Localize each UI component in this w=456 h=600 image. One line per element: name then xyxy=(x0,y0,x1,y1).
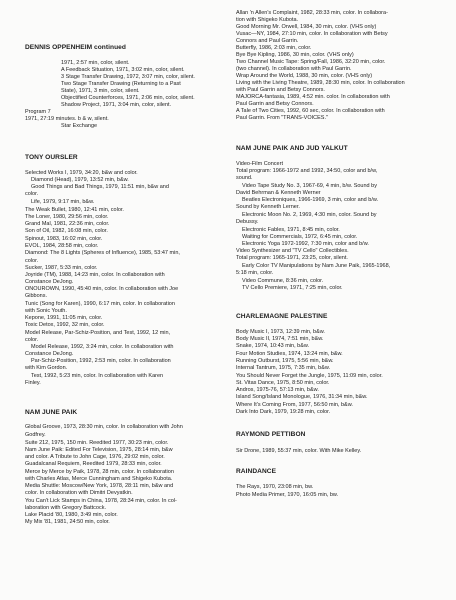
text-line: with Kim Gordon. xyxy=(25,365,68,371)
text-line: Vusac—NY, 1984, 27:10 min, color. In collaboration with Betsy xyxy=(236,31,388,37)
text-line: Dark Into Dark, 1979, 19:28 min, color. xyxy=(236,409,331,415)
text-line: Test, 1992, 5:23 min, color. In collaboration with Karen xyxy=(31,373,164,379)
text-line: St. Vitas Dance, 1975, 8:50 min, color. xyxy=(236,380,330,386)
text-line: Internal Tantrum, 1975, 7:35 min, b&w. xyxy=(236,365,331,371)
text-line: Body Music II, 1974, 7:51 min, b&w. xyxy=(236,336,324,342)
text-line: with Charles Atlas, Merce Cunningham and Shigeko Kubota. xyxy=(25,476,173,482)
text-line: Video Tape Study No. 3, 1967-69, 4 min, b/w. Sound by xyxy=(242,183,377,189)
text-line: Beatles Electroniques, 1966-1969, 3 min, color and b/w. xyxy=(242,197,379,203)
text-line: My Mix '81, 1981, 24:50 min, color. xyxy=(25,519,110,525)
text-line: Body Music I, 1973, 12:39 min, b&w. xyxy=(236,329,325,335)
text-line: Model Release, 1992, 3:24 min, color. In collaboration with xyxy=(31,344,174,350)
text-line: Constance DeJong. xyxy=(25,351,74,357)
text-line: Paul Garrin. From "TRANS-VOICES." xyxy=(236,115,328,121)
text-line: Butterfly, 1986, 2:03 min, color. xyxy=(236,45,312,51)
text-line: tion with Shigeko Kubota. xyxy=(236,17,299,23)
text-line: Gibbons. xyxy=(25,293,48,299)
text-line: Video-Film Concert xyxy=(236,161,283,167)
text-line: Video Synthesizer and "TV Cello" Collectibles. xyxy=(236,248,349,254)
section-heading-raindance: RAINDANCE xyxy=(236,468,277,475)
text-line: laboration with Gregory Battcock. xyxy=(25,505,107,511)
text-line: Living with the Living Theatre, 1989, 28:30 min, color. In collaboration xyxy=(236,80,405,86)
text-line: The Weak Bullet, 1980, 12:41 min, color. xyxy=(25,207,124,213)
text-line: Good Things and Bad Things, 1979, 11:51 min, b&w and xyxy=(31,184,169,190)
text-line: Selected Works I, 1979, 34:20, b&w and color. xyxy=(25,170,138,176)
section-heading-charlemagne-palestine: CHARLEMAGNE PALESTINE xyxy=(236,313,328,320)
text-line: 1971, 2:57 min, color, silent. xyxy=(61,60,130,66)
text-line: Total program: 1965-1971, 23:25, color, silent. xyxy=(236,255,348,261)
text-line: Bye Bye Kipling, 1986, 30 min, color. (VHS only) xyxy=(236,52,354,58)
text-line: Global Groove, 1973, 28:30 min, color. In collaboration with John xyxy=(25,424,183,430)
text-line: David Behrman & Kenneth Werner xyxy=(236,190,321,196)
text-line: Video Commune, 8:36 min, color. xyxy=(242,278,324,284)
text-line: Objectified Counterforces, 1971, 2:06 min, color, silent. xyxy=(61,95,195,101)
section-heading-paik-and-yalkut: NAM JUNE PAIK AND JUD YALKUT xyxy=(236,145,348,152)
text-line: Snake, 1974, 10:43 min, b&w. xyxy=(236,343,310,349)
text-line: Par-Schiz-Position, 1992, 2:53 min, color. In collaboration xyxy=(31,358,171,364)
text-line: color. xyxy=(25,191,39,197)
text-line: Suite 212, 1975, 150 min. Reedited 1977, 30:23 min, color. xyxy=(25,440,169,446)
text-line: with Sonic Youth. xyxy=(25,308,67,314)
text-line: Lake Placid '80, 1980, 3:49 min, color. xyxy=(25,512,118,518)
text-line: Program 7 xyxy=(25,109,51,115)
text-line: Spinout, 1983, 16:02 min, color. xyxy=(25,236,103,242)
text-line: Star Exchange xyxy=(61,123,98,129)
text-line: color. xyxy=(25,258,39,264)
text-line: color. In collaboration with Dimitri Devyatkin. xyxy=(25,490,133,496)
text-line: MAJORCA-fantasia, 1989, 4:52 min. color. In collaboration with xyxy=(236,94,390,100)
text-line: Electronic Yoga 1972-1992, 7:30 min, color and b/w. xyxy=(242,241,369,247)
text-line: Diamond: The 8 Lights (Spheres of Influence), 1985, 53:47 min, xyxy=(25,250,180,256)
text-line: Wrap Around the World, 1988, 30 min, color. (VHS only) xyxy=(236,73,373,79)
text-line: Diamond (Head), 1979, 13:52 min, b&w. xyxy=(31,177,129,183)
text-line: Tunic (Song for Karen), 1990, 6:17 min, color. In collaboration xyxy=(25,301,175,307)
text-line: Life, 1979, 9:17 min, b&w. xyxy=(31,199,95,205)
text-line: Where It's Coming From, 1977, 56:50 min, b&w. xyxy=(236,402,353,408)
text-line: Paul Garrin and Betsy Connors. xyxy=(236,101,314,107)
text-line: Sound by Kenneth Lerner. xyxy=(236,204,300,210)
text-line: Kepone, 1991, 11:05 min, color. xyxy=(25,315,103,321)
text-line: Grand Mal, 1981, 22:36 min, color. xyxy=(25,221,110,227)
text-line: EVOL, 1984, 28:58 min, color. xyxy=(25,243,99,249)
text-line: The Loner, 1980, 29:56 min, color. xyxy=(25,214,109,220)
text-line: ONOUROWN, 1990, 45:40 min, color. In collaboration with Joe xyxy=(25,286,179,292)
text-line: Total program: 1966-1972 and 1992, 34:50, color and b/w, xyxy=(236,168,378,174)
text-line: A Tale of Two Cities, 1992, 60 sec, color. In collaboration with xyxy=(236,108,385,114)
text-line: Nam June Paik: Edited For Television, 1975, 28:14 min, b&w xyxy=(25,447,173,453)
text-line: 5:18 min, color. xyxy=(236,270,274,276)
text-line: with Paul Garrin and Betsy Connors. xyxy=(236,87,325,93)
text-line: 1971, 27:19 minutes. b & w, silent. xyxy=(25,116,109,122)
text-line: Sucker, 1987, 5:33 min, color. xyxy=(25,265,98,271)
text-line: Electronic Moon No. 2, 1969, 4:30 min, color. Sound by xyxy=(242,212,377,218)
text-line: Shadow Project, 1971, 3:04 min, color, silent. xyxy=(61,102,172,108)
text-line: Running Outburst, 1975, 5:56 min, b&w. xyxy=(236,358,334,364)
text-line: State), 1971, 3 min, color, silent. xyxy=(61,88,140,94)
text-line: Waiting for Commercials, 1972, 6:45 min, color. xyxy=(242,234,358,240)
text-line: Media Shuttle: Moscow/New York, 1978, 28:11 min, b&w and xyxy=(25,483,174,489)
text-line: Joyride (TM), 1988, 14:23 min, color. In collaboration with xyxy=(25,272,165,278)
text-line: Good Morning Mr. Orwell, 1984, 30 min, color. (VHS only) xyxy=(236,24,377,30)
text-line: sound. xyxy=(236,175,253,181)
text-line: TV Cello Premiere, 1971, 7:25 min, color. xyxy=(242,285,343,291)
text-line: color. xyxy=(25,337,39,343)
text-line: You Should Never Forget the Jungle, 1975, 11:09 min, color. xyxy=(236,373,383,379)
text-line: Island Song/Island Monologue, 1976, 31:34 min, b&w. xyxy=(236,394,368,400)
text-line: Godfrey. xyxy=(25,432,46,438)
text-line: The Rays, 1970, 23:08 min, bw. xyxy=(236,484,314,490)
text-line: Guadalcanal Requiem, Reedited 1979, 28:33 min, color. xyxy=(25,461,162,467)
section-heading-dennis-oppenheim: DENNIS OPPENHEIM continued xyxy=(25,44,126,51)
text-line: (two channel). In collaboration with Paul Garrin. xyxy=(236,66,352,72)
text-line: Electronic Fables, 1971, 8:45 min, color. xyxy=(242,227,340,233)
section-heading-tony-oursler: TONY OURSLER xyxy=(25,154,78,161)
text-line: A Feedback Situation, 1971, 3:02 min, color, silent. xyxy=(61,67,185,73)
text-line: Photo Media Primer, 1970, 16:05 min, bw. xyxy=(236,492,339,498)
text-line: Two Channel Music Tape: Spring/Fall, 1986, 32:20 min, color. xyxy=(236,59,386,65)
text-line: Sir Drone, 1989, 55:37 min, color. With Mike Kelley. xyxy=(236,448,362,454)
text-line: Toxic Detox, 1992, 32 min, color. xyxy=(25,322,105,328)
text-line: Finley. xyxy=(25,380,41,386)
text-line: Connors and Paul Garrin. xyxy=(236,38,299,44)
text-line: Debussy. xyxy=(236,219,259,225)
text-line: Merce by Merce by Paik, 1978, 28 min, color. In collaboration xyxy=(25,469,174,475)
text-line: and color. A Tribute to John Cage, 1976, 29:02 min, color. xyxy=(25,454,165,460)
text-line: Constance DeJong. xyxy=(25,279,74,285)
text-line: Four Motion Studies, 1974, 13:24 min, b&w. xyxy=(236,351,343,357)
text-line: 3 Stage Transfer Drawing, 1972, 3:07 min, color, silent. xyxy=(61,74,195,80)
text-line: Andros, 1975-76, 57:13 min, b&w. xyxy=(236,387,319,393)
text-line: Two Stage Transfer Drawing (Returning to a Past xyxy=(61,81,181,87)
section-heading-nam-june-paik: NAM JUNE PAIK xyxy=(25,409,78,416)
text-line: You Can't Lick Stamps in China, 1978, 28:34 min, color. In col- xyxy=(25,498,177,504)
text-line: Allan 'n Allen's Complaint, 1982, 28:33 min, color. In collabora- xyxy=(236,10,388,16)
text-line: Early Color TV Manipulations by Nam June Paik, 1965-1968, xyxy=(242,263,391,269)
section-heading-raymond-pettibon: RAYMOND PETTIBON xyxy=(236,431,306,438)
text-line: Model Release, Par-Schiz-Position, and Test, 1992, 12 min, xyxy=(25,330,171,336)
text-line: Son of Oil, 1982, 16:08 min, color. xyxy=(25,228,108,234)
